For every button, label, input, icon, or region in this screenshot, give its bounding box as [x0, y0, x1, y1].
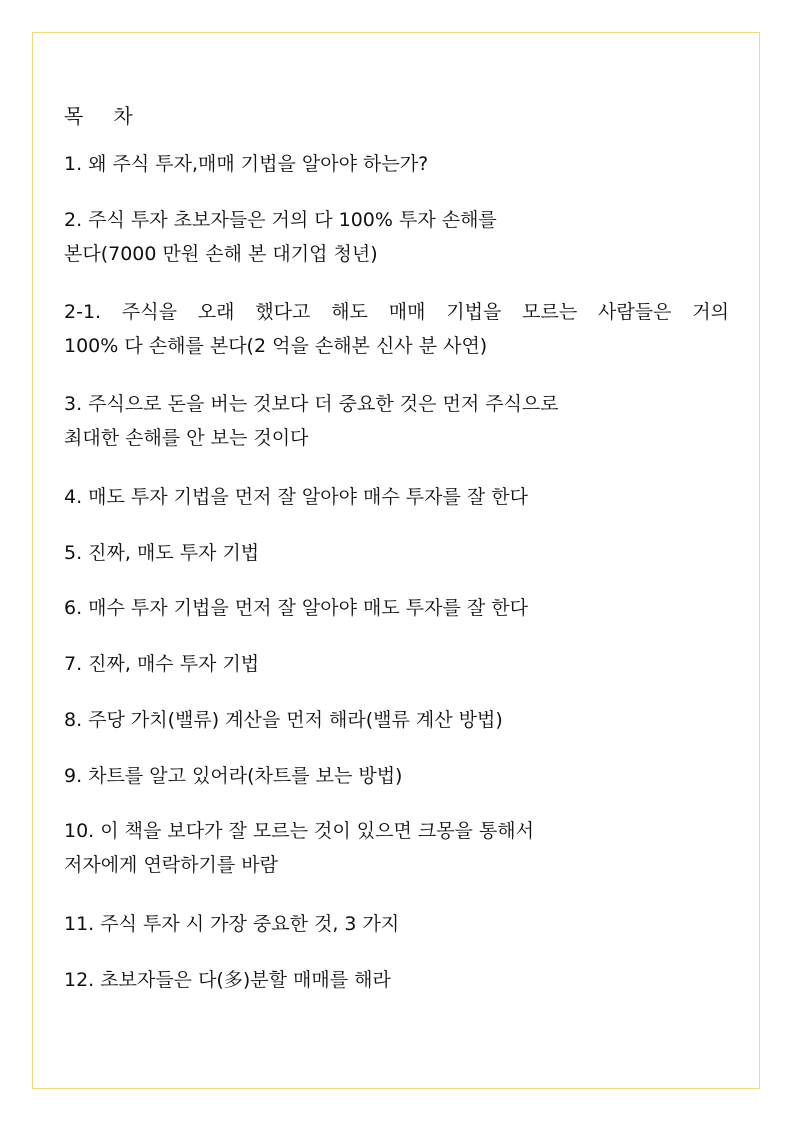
toc-item-line: 11. 주식 투자 시 가장 중요한 것, 3 가지 — [64, 913, 400, 935]
toc-item-12 — [64, 963, 391, 997]
toc-item-2-1 — [64, 295, 729, 363]
toc-item-line: 2-1. 주식을 오래 했다고 해도 매매 기법을 모르는 사람들은 거의 — [64, 301, 729, 323]
toc-item-11 — [64, 907, 399, 941]
toc-item-line: 100% 다 손해를 본다(2 억을 손해본 신사 분 사연) — [64, 335, 488, 357]
toc-item-line: 12. 초보자들은 다(多)분할 매매를 해라 — [64, 969, 391, 991]
toc-title — [64, 100, 133, 129]
toc-item-7 — [64, 647, 259, 681]
toc-item-8 — [64, 703, 503, 737]
toc-item-line: 8. 주당 가치(밸류) 계산을 먼저 해라(밸류 계산 방법) — [64, 709, 503, 731]
toc-title-part1: 목 — [64, 104, 84, 128]
toc-item-6 — [64, 591, 528, 625]
toc-item-9 — [64, 759, 402, 793]
toc-item-line: 저자에게 연락하기를 바람 — [64, 854, 278, 876]
toc-item-line: 2. 주식 투자 초보자들은 거의 다 100% 투자 손해를 — [64, 209, 497, 231]
toc-item-line: 3. 주식으로 돈을 버는 것보다 더 중요한 것은 먼저 주식으로 — [64, 393, 559, 415]
toc-item-line: 6. 매수 투자 기법을 먼저 잘 알아야 매도 투자를 잘 한다 — [64, 597, 528, 619]
toc-item-1 — [64, 147, 428, 181]
toc-item-line: 최대한 손해를 안 보는 것이다 — [64, 427, 309, 449]
toc-item-3 — [64, 387, 559, 455]
toc-item-line: 1. 왜 주식 투자,매매 기법을 알아야 하는가? — [64, 153, 429, 175]
toc-title-part2: 차 — [113, 104, 133, 128]
toc-item-line: 4. 매도 투자 기법을 먼저 잘 알아야 매수 투자를 잘 한다 — [64, 486, 528, 508]
toc-item-4 — [64, 480, 528, 514]
toc-item-5 — [64, 536, 259, 570]
toc-item-2 — [64, 203, 497, 271]
toc-item-line: 본다(7000 만원 손해 본 대기업 청년) — [64, 243, 378, 265]
toc-item-line: 10. 이 책을 보다가 잘 모르는 것이 있으면 크몽을 통해서 — [64, 820, 535, 842]
toc-item-line: 7. 진짜, 매수 투자 기법 — [64, 653, 260, 675]
toc-item-10 — [64, 814, 534, 882]
toc-item-line: 5. 진짜, 매도 투자 기법 — [64, 542, 260, 564]
toc-item-line: 9. 차트를 알고 있어라(차트를 보는 방법) — [64, 765, 403, 787]
